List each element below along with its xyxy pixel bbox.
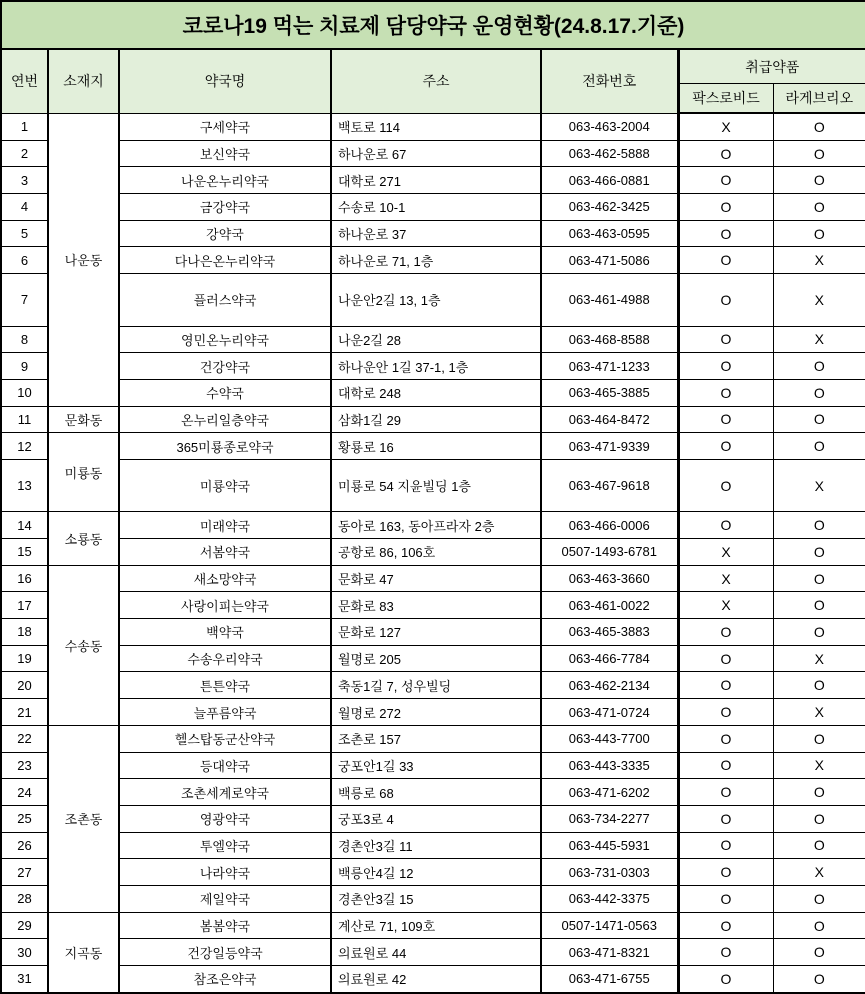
cell-phone: 0507-1493-6781 <box>541 539 678 566</box>
cell-location: 지곡동 <box>48 912 119 993</box>
cell-phone: 063-465-3883 <box>541 619 678 646</box>
table-row <box>1 247 865 274</box>
cell-phone: 063-463-3660 <box>541 565 678 592</box>
cell-row-number: 11 <box>1 406 48 433</box>
cell-pharmacy-name: 늘푸름약국 <box>119 699 331 726</box>
cell-row-number: 25 <box>1 805 48 832</box>
table-row <box>1 592 865 619</box>
cell-pharmacy-name: 영광약국 <box>119 805 331 832</box>
cell-row-number: 21 <box>1 699 48 726</box>
column-header-phone: 전화번호 <box>541 49 678 113</box>
table-row <box>1 512 865 539</box>
cell-address: 하나운로 67 <box>331 140 541 167</box>
cell-address: 하나운안 1길 37-1, 1층 <box>331 353 541 380</box>
cell-phone: 063-471-5086 <box>541 247 678 274</box>
cell-lagevrio: O <box>773 832 865 859</box>
cell-lagevrio: O <box>773 539 865 566</box>
cell-paxlovid: O <box>678 512 773 539</box>
table-row <box>1 832 865 859</box>
table-row <box>1 672 865 699</box>
cell-row-number: 23 <box>1 752 48 779</box>
cell-lagevrio: O <box>773 379 865 406</box>
cell-phone: 063-734-2277 <box>541 805 678 832</box>
cell-row-number: 13 <box>1 459 48 511</box>
table-row <box>1 433 865 460</box>
cell-pharmacy-name: 영민온누리약국 <box>119 326 331 353</box>
cell-phone: 063-442-3375 <box>541 885 678 912</box>
cell-row-number: 2 <box>1 140 48 167</box>
cell-lagevrio: O <box>773 966 865 993</box>
table-row <box>1 406 865 433</box>
cell-location: 수송동 <box>48 565 119 725</box>
cell-row-number: 31 <box>1 966 48 993</box>
cell-lagevrio: X <box>773 326 865 353</box>
cell-row-number: 10 <box>1 379 48 406</box>
column-header-paxlovid: 팍스로비드 <box>678 84 773 114</box>
cell-pharmacy-name: 건강일등약국 <box>119 939 331 966</box>
cell-lagevrio: O <box>773 512 865 539</box>
cell-address: 나운2길 28 <box>331 326 541 353</box>
cell-phone: 063-463-2004 <box>541 113 678 140</box>
cell-paxlovid: X <box>678 113 773 140</box>
cell-address: 백릉안4길 12 <box>331 859 541 886</box>
cell-phone: 063-466-7784 <box>541 645 678 672</box>
cell-paxlovid: O <box>678 247 773 274</box>
cell-pharmacy-name: 투엘약국 <box>119 832 331 859</box>
cell-address: 월명로 272 <box>331 699 541 726</box>
table-row <box>1 167 865 194</box>
cell-address: 월명로 205 <box>331 645 541 672</box>
cell-paxlovid: O <box>678 672 773 699</box>
cell-pharmacy-name: 금강약국 <box>119 194 331 221</box>
cell-lagevrio: X <box>773 699 865 726</box>
cell-address: 궁포3로 4 <box>331 805 541 832</box>
cell-phone: 063-445-5931 <box>541 832 678 859</box>
cell-lagevrio: O <box>773 619 865 646</box>
column-header-address: 주소 <box>331 49 541 113</box>
title-row <box>1 1 865 49</box>
cell-paxlovid: O <box>678 619 773 646</box>
cell-address: 황룡로 16 <box>331 433 541 460</box>
cell-phone: 0507-1471-0563 <box>541 912 678 939</box>
cell-paxlovid: O <box>678 645 773 672</box>
cell-address: 미룡로 54 지윤빌딩 1층 <box>331 459 541 511</box>
cell-lagevrio: O <box>773 406 865 433</box>
cell-row-number: 6 <box>1 247 48 274</box>
cell-paxlovid: X <box>678 539 773 566</box>
table-row <box>1 459 865 511</box>
cell-phone: 063-471-8321 <box>541 939 678 966</box>
cell-pharmacy-name: 백약국 <box>119 619 331 646</box>
cell-phone: 063-466-0881 <box>541 167 678 194</box>
table-row <box>1 565 865 592</box>
cell-address: 문화로 83 <box>331 592 541 619</box>
table-row <box>1 966 865 993</box>
cell-row-number: 24 <box>1 779 48 806</box>
cell-row-number: 8 <box>1 326 48 353</box>
cell-pharmacy-name: 나운온누리약국 <box>119 167 331 194</box>
cell-pharmacy-name: 건강약국 <box>119 353 331 380</box>
cell-phone: 063-462-2134 <box>541 672 678 699</box>
table-row <box>1 859 865 886</box>
cell-lagevrio: O <box>773 805 865 832</box>
cell-lagevrio: X <box>773 247 865 274</box>
cell-address: 수송로 10-1 <box>331 194 541 221</box>
table-row <box>1 539 865 566</box>
table-row <box>1 725 865 752</box>
cell-address: 경촌안3길 15 <box>331 885 541 912</box>
cell-pharmacy-name: 다나은온누리약국 <box>119 247 331 274</box>
cell-pharmacy-name: 봄봄약국 <box>119 912 331 939</box>
cell-lagevrio: O <box>773 140 865 167</box>
cell-row-number: 28 <box>1 885 48 912</box>
cell-row-number: 3 <box>1 167 48 194</box>
cell-lagevrio: X <box>773 752 865 779</box>
cell-pharmacy-name: 보신약국 <box>119 140 331 167</box>
cell-row-number: 16 <box>1 565 48 592</box>
cell-row-number: 22 <box>1 725 48 752</box>
cell-phone: 063-468-8588 <box>541 326 678 353</box>
cell-paxlovid: O <box>678 912 773 939</box>
cell-phone: 063-461-4988 <box>541 274 678 326</box>
cell-paxlovid: O <box>678 752 773 779</box>
cell-address: 문화로 47 <box>331 565 541 592</box>
cell-address: 축동1길 7, 성우빌딩 <box>331 672 541 699</box>
cell-paxlovid: O <box>678 699 773 726</box>
cell-row-number: 14 <box>1 512 48 539</box>
cell-paxlovid: O <box>678 379 773 406</box>
table-row <box>1 885 865 912</box>
cell-pharmacy-name: 수송우리약국 <box>119 645 331 672</box>
cell-paxlovid: O <box>678 859 773 886</box>
column-header-location: 소재지 <box>48 49 119 113</box>
cell-address: 동아로 163, 동아프라자 2층 <box>331 512 541 539</box>
table-row <box>1 805 865 832</box>
cell-row-number: 29 <box>1 912 48 939</box>
cell-address: 문화로 127 <box>331 619 541 646</box>
column-header-no: 연번 <box>1 49 48 113</box>
cell-row-number: 15 <box>1 539 48 566</box>
cell-pharmacy-name: 등대약국 <box>119 752 331 779</box>
cell-address: 대학로 271 <box>331 167 541 194</box>
cell-paxlovid: O <box>678 885 773 912</box>
cell-lagevrio: O <box>773 672 865 699</box>
cell-paxlovid: O <box>678 832 773 859</box>
cell-row-number: 1 <box>1 113 48 140</box>
cell-pharmacy-name: 365미룡종로약국 <box>119 433 331 460</box>
table-row <box>1 113 865 140</box>
table-row <box>1 353 865 380</box>
cell-paxlovid: X <box>678 565 773 592</box>
cell-phone: 063-466-0006 <box>541 512 678 539</box>
table-row <box>1 140 865 167</box>
cell-address: 하나운로 71, 1층 <box>331 247 541 274</box>
cell-lagevrio: O <box>773 194 865 221</box>
table-row <box>1 379 865 406</box>
cell-location: 소룡동 <box>48 512 119 565</box>
cell-lagevrio: X <box>773 859 865 886</box>
cell-location: 나운동 <box>48 113 119 406</box>
cell-address: 조촌로 157 <box>331 725 541 752</box>
cell-paxlovid: O <box>678 966 773 993</box>
table-row <box>1 326 865 353</box>
table-row <box>1 645 865 672</box>
table-row <box>1 779 865 806</box>
cell-phone: 063-731-0303 <box>541 859 678 886</box>
cell-pharmacy-name: 구세약국 <box>119 113 331 140</box>
cell-address: 삼화1길 29 <box>331 406 541 433</box>
cell-pharmacy-name: 튼튼약국 <box>119 672 331 699</box>
table-row <box>1 912 865 939</box>
cell-phone: 063-462-5888 <box>541 140 678 167</box>
cell-lagevrio: O <box>773 779 865 806</box>
cell-paxlovid: O <box>678 353 773 380</box>
table-row <box>1 274 865 326</box>
cell-paxlovid: O <box>678 805 773 832</box>
cell-lagevrio: O <box>773 167 865 194</box>
cell-pharmacy-name: 온누리일층약국 <box>119 406 331 433</box>
column-header-pharmacy-name: 약국명 <box>119 49 331 113</box>
table-row <box>1 220 865 247</box>
cell-phone: 063-467-9618 <box>541 459 678 511</box>
cell-address: 궁포안1길 33 <box>331 752 541 779</box>
cell-phone: 063-443-7700 <box>541 725 678 752</box>
cell-lagevrio: O <box>773 725 865 752</box>
cell-phone: 063-471-6202 <box>541 779 678 806</box>
header-row-1 <box>1 49 865 84</box>
document-title: 코로나19 먹는 치료제 담당약국 운영현황(24.8.17.기준) <box>1 1 865 49</box>
table-row <box>1 939 865 966</box>
cell-lagevrio: O <box>773 220 865 247</box>
cell-pharmacy-name: 나라약국 <box>119 859 331 886</box>
cell-paxlovid: O <box>678 433 773 460</box>
cell-paxlovid: O <box>678 725 773 752</box>
cell-paxlovid: O <box>678 939 773 966</box>
cell-pharmacy-name: 강약국 <box>119 220 331 247</box>
cell-pharmacy-name: 참조은약국 <box>119 966 331 993</box>
cell-row-number: 5 <box>1 220 48 247</box>
cell-pharmacy-name: 미룡약국 <box>119 459 331 511</box>
cell-row-number: 27 <box>1 859 48 886</box>
table-row <box>1 699 865 726</box>
cell-row-number: 7 <box>1 274 48 326</box>
cell-lagevrio: O <box>773 939 865 966</box>
cell-phone: 063-465-3885 <box>541 379 678 406</box>
cell-lagevrio: X <box>773 274 865 326</box>
pharmacy-table-body <box>1 113 865 993</box>
cell-row-number: 20 <box>1 672 48 699</box>
cell-address: 계산로 71, 109호 <box>331 912 541 939</box>
cell-address: 나운안2길 13, 1층 <box>331 274 541 326</box>
cell-paxlovid: O <box>678 779 773 806</box>
table-row <box>1 752 865 779</box>
cell-lagevrio: O <box>773 885 865 912</box>
cell-pharmacy-name: 미래약국 <box>119 512 331 539</box>
cell-address: 경촌안3길 11 <box>331 832 541 859</box>
cell-address: 대학로 248 <box>331 379 541 406</box>
cell-phone: 063-462-3425 <box>541 194 678 221</box>
cell-row-number: 17 <box>1 592 48 619</box>
cell-lagevrio: O <box>773 565 865 592</box>
cell-paxlovid: O <box>678 194 773 221</box>
cell-lagevrio: X <box>773 645 865 672</box>
cell-pharmacy-name: 헬스탑동군산약국 <box>119 725 331 752</box>
cell-row-number: 19 <box>1 645 48 672</box>
cell-lagevrio: O <box>773 592 865 619</box>
table-row <box>1 619 865 646</box>
cell-phone: 063-471-0724 <box>541 699 678 726</box>
cell-lagevrio: O <box>773 912 865 939</box>
cell-paxlovid: O <box>678 326 773 353</box>
cell-address: 공항로 86, 106호 <box>331 539 541 566</box>
cell-row-number: 26 <box>1 832 48 859</box>
cell-pharmacy-name: 플러스약국 <box>119 274 331 326</box>
cell-paxlovid: O <box>678 459 773 511</box>
cell-lagevrio: O <box>773 113 865 140</box>
cell-pharmacy-name: 제일약국 <box>119 885 331 912</box>
column-header-drugs-group: 취급약품 <box>678 49 865 84</box>
cell-phone: 063-443-3335 <box>541 752 678 779</box>
cell-lagevrio: O <box>773 353 865 380</box>
cell-row-number: 9 <box>1 353 48 380</box>
table-row <box>1 194 865 221</box>
cell-paxlovid: O <box>678 406 773 433</box>
column-header-lagevrio: 라게브리오 <box>773 84 865 114</box>
cell-lagevrio: X <box>773 459 865 511</box>
cell-lagevrio: O <box>773 433 865 460</box>
cell-phone: 063-461-0022 <box>541 592 678 619</box>
cell-pharmacy-name: 조촌세계로약국 <box>119 779 331 806</box>
cell-phone: 063-471-9339 <box>541 433 678 460</box>
cell-address: 의료원로 42 <box>331 966 541 993</box>
cell-pharmacy-name: 수약국 <box>119 379 331 406</box>
cell-phone: 063-463-0595 <box>541 220 678 247</box>
cell-pharmacy-name: 사랑이피는약국 <box>119 592 331 619</box>
cell-paxlovid: O <box>678 140 773 167</box>
cell-address: 의료원로 44 <box>331 939 541 966</box>
cell-phone: 063-464-8472 <box>541 406 678 433</box>
cell-address: 백릉로 68 <box>331 779 541 806</box>
cell-phone: 063-471-6755 <box>541 966 678 993</box>
cell-phone: 063-471-1233 <box>541 353 678 380</box>
cell-row-number: 4 <box>1 194 48 221</box>
cell-pharmacy-name: 새소망약국 <box>119 565 331 592</box>
cell-address: 하나운로 37 <box>331 220 541 247</box>
cell-row-number: 18 <box>1 619 48 646</box>
cell-paxlovid: O <box>678 167 773 194</box>
cell-location: 문화동 <box>48 406 119 433</box>
cell-paxlovid: O <box>678 274 773 326</box>
cell-address: 백토로 114 <box>331 113 541 140</box>
cell-row-number: 30 <box>1 939 48 966</box>
cell-location: 미룡동 <box>48 433 119 512</box>
cell-location: 조촌동 <box>48 725 119 912</box>
cell-row-number: 12 <box>1 433 48 460</box>
cell-pharmacy-name: 서봄약국 <box>119 539 331 566</box>
cell-paxlovid: X <box>678 592 773 619</box>
cell-paxlovid: O <box>678 220 773 247</box>
